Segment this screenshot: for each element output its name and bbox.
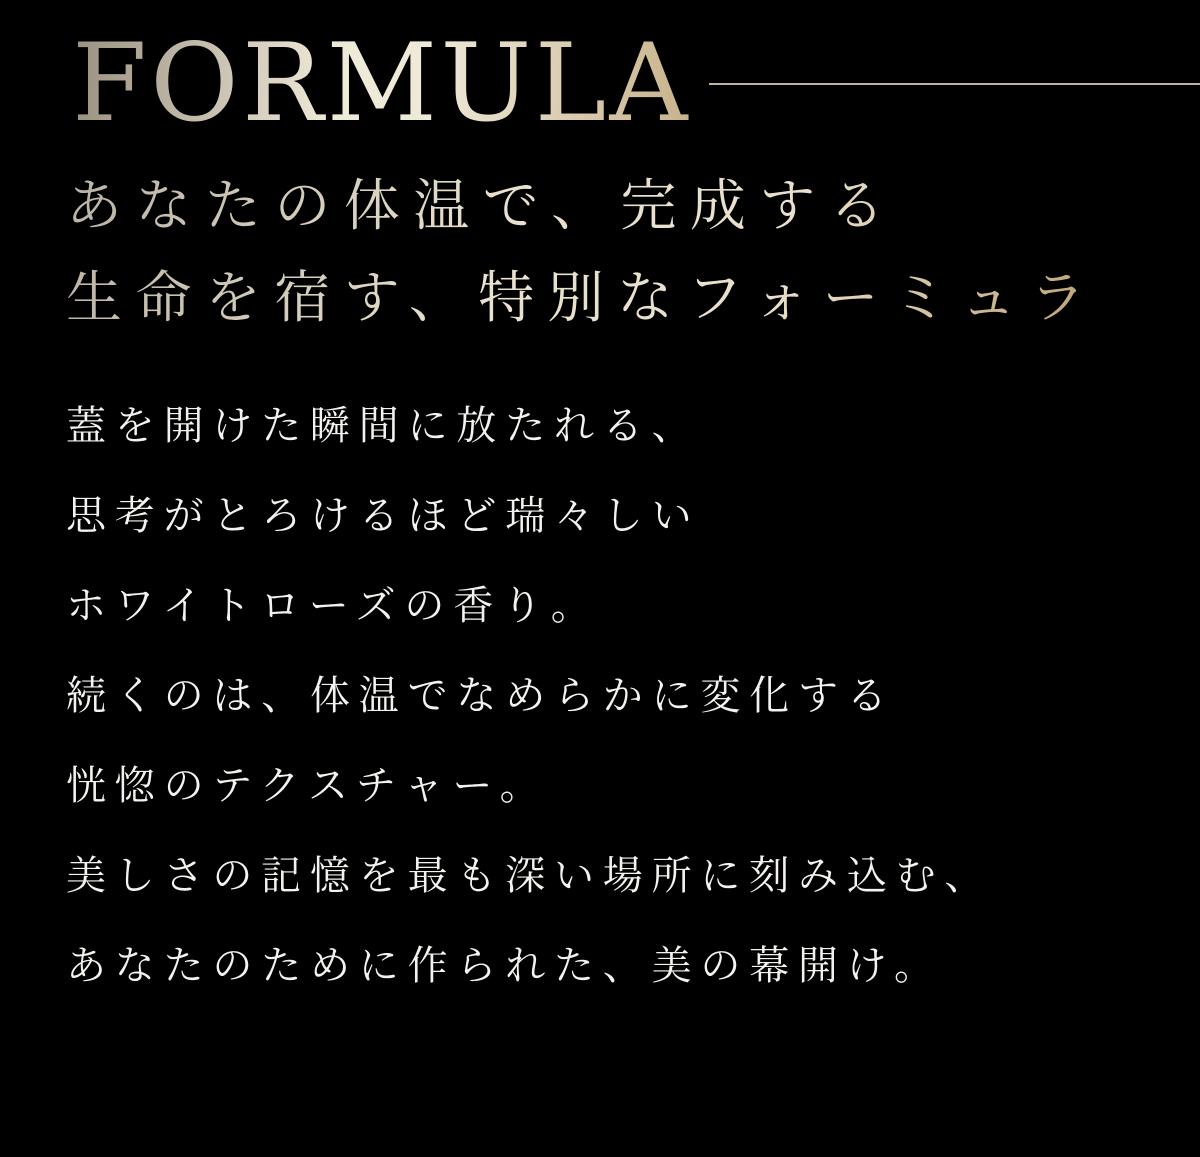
body-copy (66, 381, 1200, 1011)
body-line-6: 美しさの記憶を最も深い場所に刻み込む、 (66, 853, 994, 899)
headline-line-2: 生命を宿す、特別なフォーミュラ (66, 266, 1100, 331)
headline-line-1: あなたの体温で、完成する (66, 174, 899, 239)
body-line-3: ホワイトローズの香り。 (66, 583, 600, 629)
section-title: FORMULA (72, 21, 691, 146)
body-line-2: 思考がとろけるほど瑞々しい (66, 493, 701, 539)
section-header (0, 0, 1200, 146)
heading-rule-line (709, 83, 1200, 85)
body-line-4: 続くのは、体温でなめらかに変化する (66, 673, 896, 719)
headline (66, 161, 1200, 345)
body-line-5: 恍惚のテクスチャー。 (66, 763, 549, 809)
body-line-1: 蓋を開けた瞬間に放たれる、 (66, 403, 701, 449)
body-line-7: あなたのために作られた、美の幕開け。 (66, 943, 943, 989)
